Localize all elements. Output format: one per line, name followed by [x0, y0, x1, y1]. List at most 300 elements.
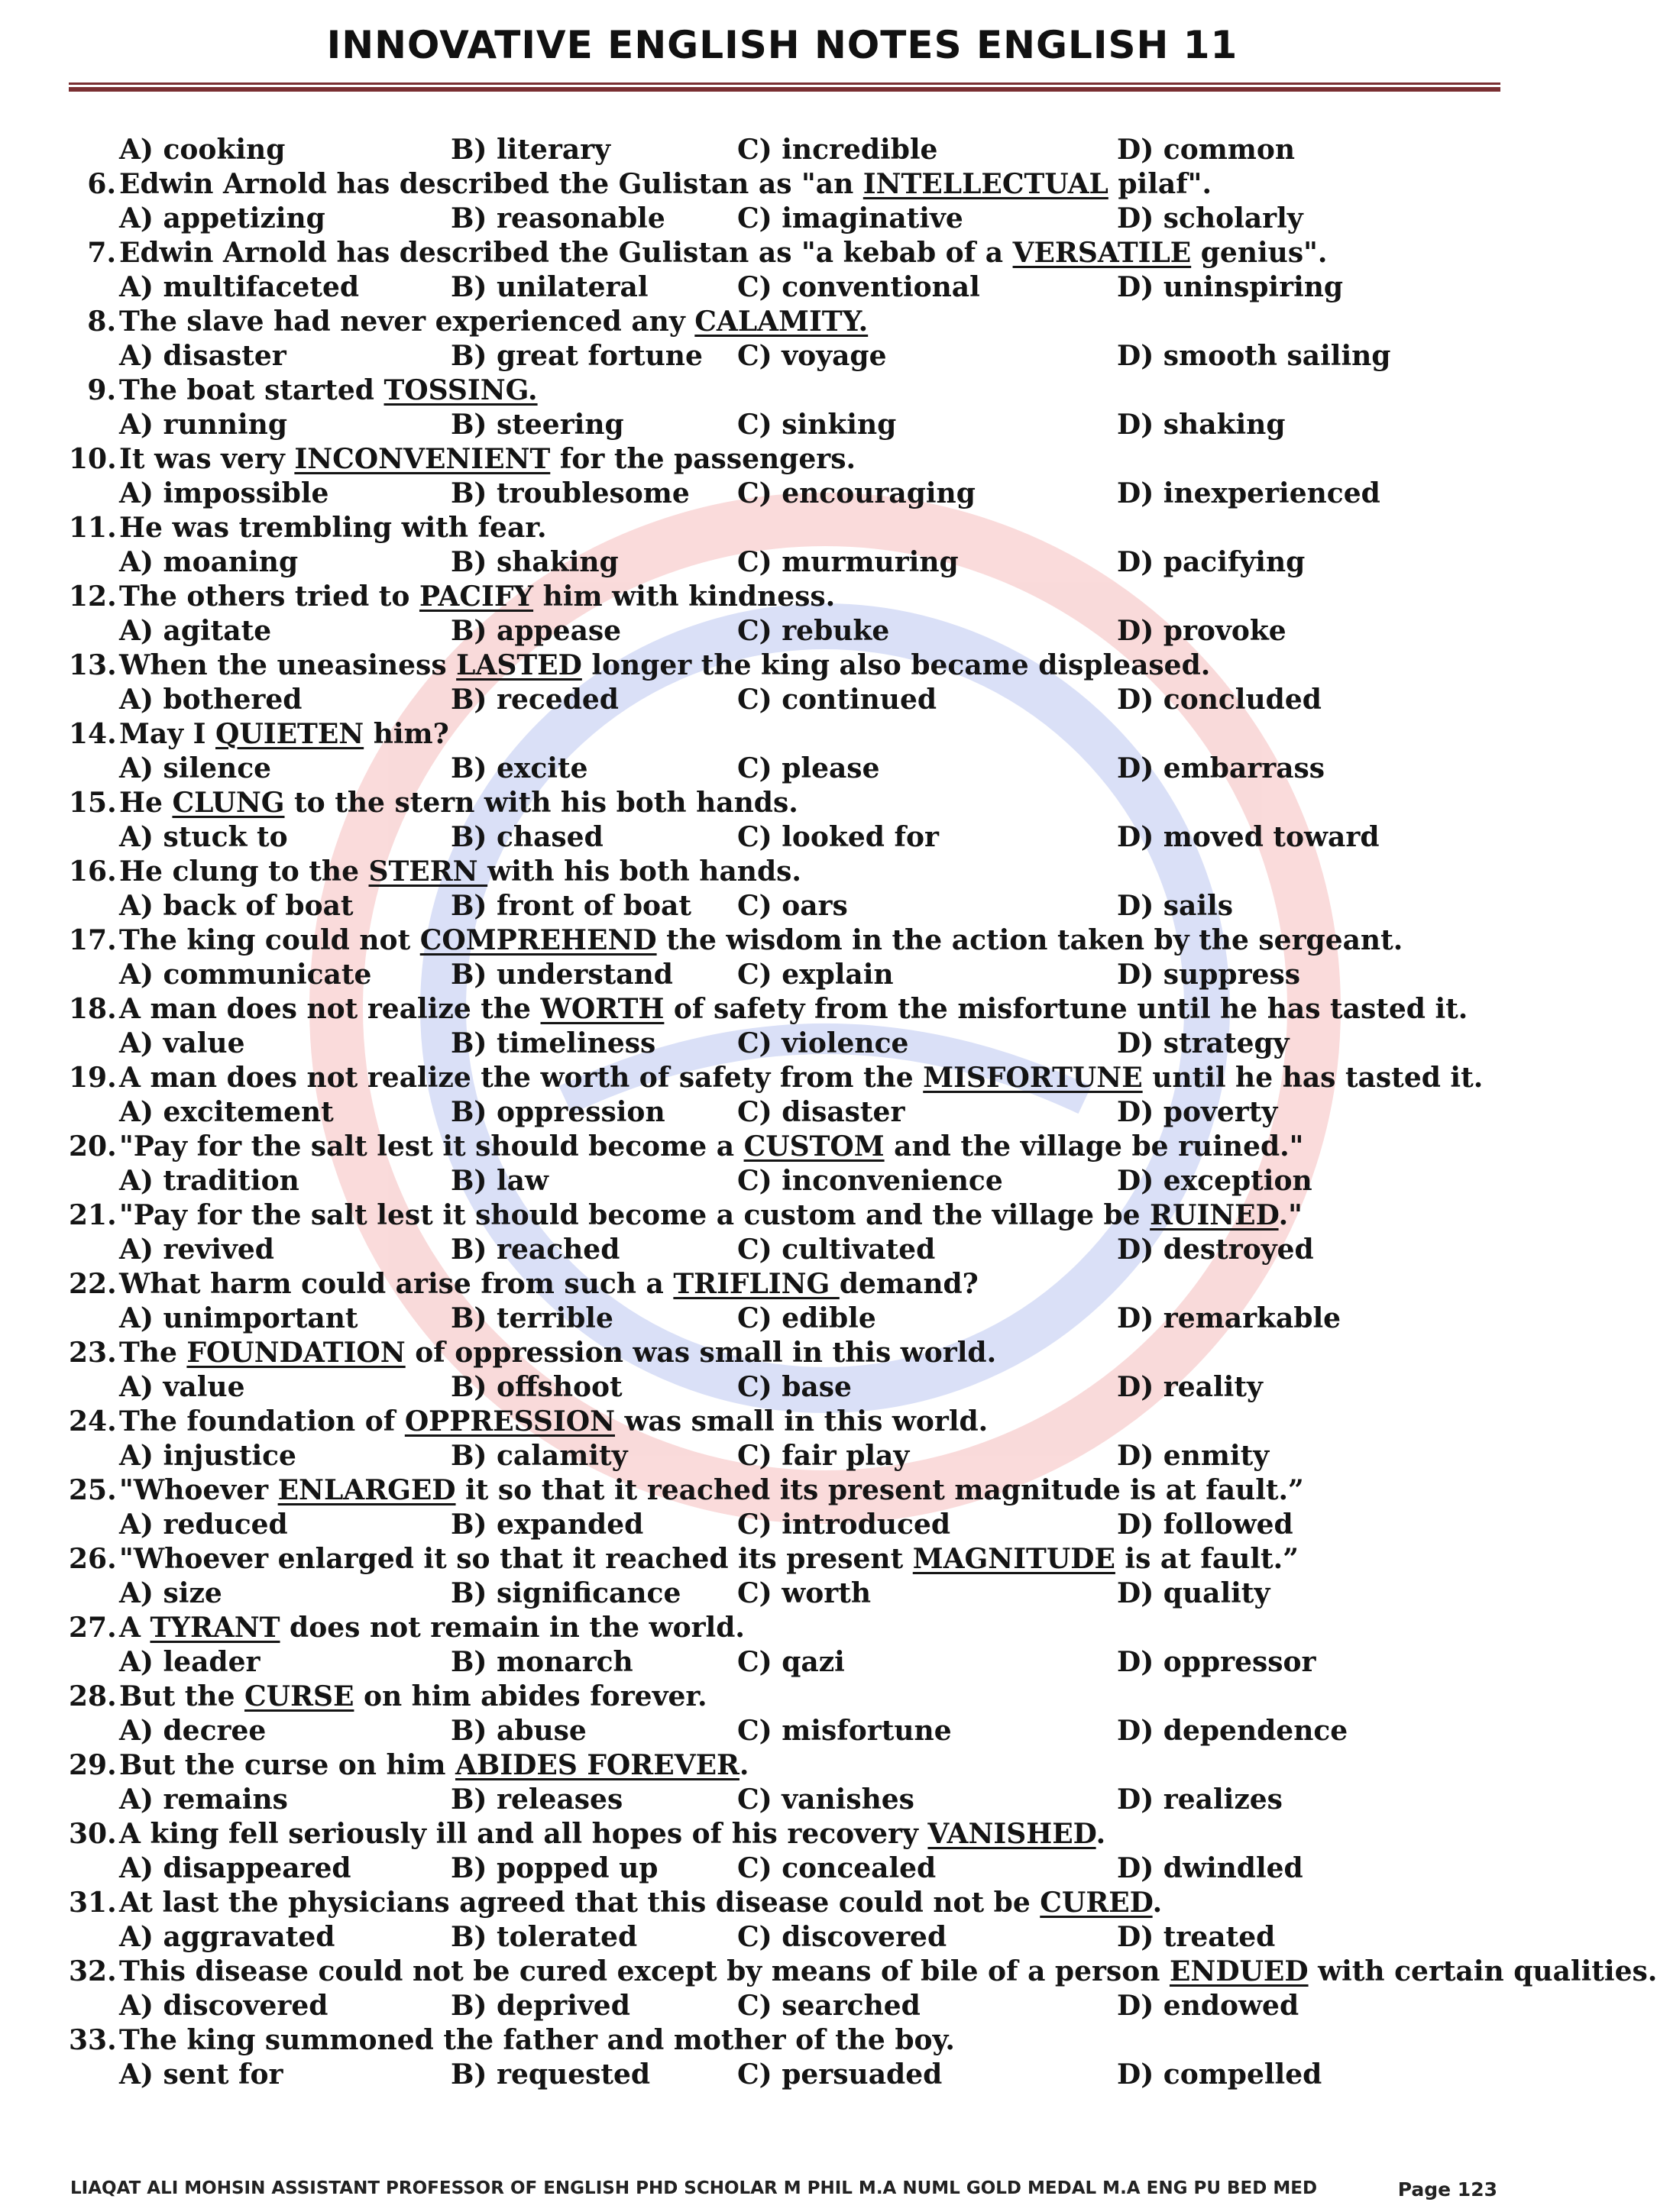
underlined-keyword: CALAMITY.	[694, 306, 869, 338]
question-number: 27.	[69, 1612, 117, 1644]
option-d: D) quality	[1117, 1577, 1270, 1609]
option-a: A) unimportant	[119, 1302, 358, 1334]
question-text-after: does not remain in the world.	[280, 1612, 745, 1644]
options-row	[69, 477, 1505, 511]
question-text-before: This disease could not be cured except by means of bile of a person	[119, 1955, 1170, 1987]
question-number: 14.	[69, 718, 117, 750]
question-text-before: Edwin Arnold has described the Gulistan as "a kebab of a	[119, 237, 1013, 269]
option-a: A) agitate	[119, 615, 272, 647]
option-a: A) back of boat	[119, 890, 354, 922]
question-text	[119, 1336, 996, 1370]
question-text-before: When the uneasiness	[119, 649, 457, 681]
underlined-keyword: RUINED	[1150, 1199, 1279, 1231]
options-row	[69, 1920, 1505, 1955]
question-text	[119, 1680, 707, 1714]
question-text-before: A	[119, 1612, 150, 1644]
question-text-before: At last the physicians agreed that this disease could not be	[119, 1887, 1040, 1919]
option-d: D) poverty	[1117, 1096, 1278, 1128]
question-item	[69, 648, 1505, 683]
question-number: 9.	[87, 374, 116, 406]
question-text	[119, 1542, 1299, 1577]
underlined-keyword: INCONVENIENT	[294, 443, 551, 475]
question-number: 13.	[69, 649, 117, 681]
question-item	[69, 1198, 1505, 1233]
option-c: C) imaginative	[737, 202, 963, 234]
option-c: C) misfortune	[737, 1715, 952, 1747]
option-b: B) timeliness	[451, 1027, 656, 1059]
question-text-before: The	[119, 1337, 187, 1369]
underlined-keyword: INTELLECTUAL	[862, 168, 1108, 200]
question-number: 7.	[87, 237, 116, 269]
options-row	[69, 1439, 1505, 1473]
option-a: A) value	[119, 1371, 245, 1403]
question-text-before: He	[119, 787, 173, 819]
option-c: C) cultivated	[737, 1234, 936, 1266]
question-text	[119, 992, 1468, 1027]
question-text-after: longer the king also became displeased.	[581, 649, 1211, 681]
underlined-keyword: ABIDES FOREVER	[455, 1749, 740, 1781]
question-text	[119, 236, 1327, 270]
options-row	[69, 1302, 1505, 1336]
question-text-after: is at fault.”	[1115, 1543, 1299, 1575]
option-c: C) murmuring	[737, 546, 959, 578]
underlined-keyword: CURSE	[244, 1680, 354, 1712]
question-item	[69, 1611, 1505, 1645]
options-row	[69, 1577, 1505, 1611]
question-text-after: the wisdom in the action taken by the sergeant.	[656, 924, 1403, 956]
option-a: A) leader	[119, 1646, 261, 1678]
options-row	[69, 889, 1505, 923]
option-a: A) bothered	[119, 684, 303, 716]
question-text	[119, 1955, 1657, 1989]
option-b: B) front of boat	[451, 890, 691, 922]
question-number: 6.	[87, 168, 116, 200]
question-text	[119, 1817, 1105, 1851]
underlined-keyword: OPPRESSION	[404, 1405, 615, 1437]
question-number: 24.	[69, 1405, 117, 1437]
question-text-before: But the curse on him	[119, 1749, 455, 1781]
underlined-keyword: CLUNG	[172, 787, 285, 819]
question-text-before: "Pay for the salt lest it should become a	[119, 1130, 744, 1163]
option-d: D) embarrass	[1117, 752, 1325, 784]
option-d: D) exception	[1117, 1165, 1312, 1197]
options-row	[69, 820, 1505, 855]
question-text-before: May I	[119, 718, 215, 750]
question-item	[69, 2023, 1505, 2058]
underlined-keyword: QUIETEN	[215, 718, 364, 750]
footer-author: LIAQAT ALI MOHSIN ASSISTANT PROFESSOR OF ENGLISH PHD SCHOLAR M PHIL M.A NUML GOLD MEDAL M.A ENG PU BED MED	[70, 2178, 1318, 2198]
option-c: C) violence	[737, 1027, 909, 1059]
question-text-after: with his both hands.	[487, 855, 801, 888]
options-row	[69, 339, 1505, 374]
option-a: A) decree	[119, 1715, 267, 1747]
options-row	[69, 1095, 1505, 1130]
options-row	[69, 1508, 1505, 1542]
options-row	[69, 2058, 1505, 2092]
option-a: A) silence	[119, 752, 272, 784]
question-item	[69, 580, 1505, 614]
option-b: B) releases	[451, 1784, 623, 1816]
option-d: D) shaking	[1117, 409, 1286, 441]
question-item	[69, 717, 1505, 752]
question-text	[119, 1748, 749, 1783]
question-text-before: The king summoned the father and mother of the boy.	[119, 2024, 955, 2056]
option-a: A) sent for	[119, 2058, 283, 2091]
option-a: A) revived	[119, 1234, 274, 1266]
option-b: B) significance	[451, 1577, 681, 1609]
question-text-before: He was trembling with fear.	[119, 512, 547, 544]
option-a: A) communicate	[119, 959, 372, 991]
options-row	[69, 545, 1505, 580]
question-item	[69, 442, 1505, 477]
option-d: D) sails	[1117, 890, 1233, 922]
option-a: A) appetizing	[119, 202, 325, 234]
question-text-after: for the passengers.	[550, 443, 856, 475]
question-item	[69, 1130, 1505, 1164]
option-b: B) great fortune	[451, 340, 703, 372]
question-text-before: He clung to the	[119, 855, 369, 888]
underlined-keyword: VANISHED	[927, 1818, 1096, 1850]
option-b: B) chased	[451, 821, 604, 853]
option-c: C) introduced	[737, 1509, 951, 1541]
question-text-after: of oppression was small in this world.	[405, 1337, 997, 1369]
question-number: 29.	[69, 1749, 117, 1781]
option-d: D) common	[1117, 134, 1296, 166]
option-b: B) tolerated	[451, 1921, 638, 1953]
option-a: A) aggravated	[119, 1921, 335, 1953]
question-text-before: A man does not realize the	[119, 993, 541, 1025]
option-d: D) realizes	[1117, 1784, 1283, 1816]
option-c: C) inconvenience	[737, 1165, 1003, 1197]
option-a: A) running	[119, 409, 288, 441]
option-d: D) suppress	[1117, 959, 1300, 991]
option-b: B) unilateral	[451, 271, 649, 303]
question-item	[69, 236, 1505, 270]
header-divider	[69, 82, 1500, 92]
option-c: C) oars	[737, 890, 848, 922]
option-a: A) discovered	[119, 1990, 328, 2022]
options-row	[69, 133, 1505, 167]
underlined-keyword: VERSATILE	[1012, 237, 1192, 269]
question-item	[69, 1680, 1505, 1714]
question-text-after: and the village be ruined."	[884, 1130, 1304, 1163]
option-a: A) tradition	[119, 1165, 299, 1197]
options-row	[69, 270, 1505, 305]
question-text-before: "Pay for the salt lest it should become a custom and the village be	[119, 1199, 1151, 1231]
question-text	[119, 717, 449, 752]
option-b: B) oppression	[451, 1096, 665, 1128]
option-b: B) requested	[451, 2058, 651, 2091]
question-number: 10.	[69, 443, 117, 475]
options-row	[69, 683, 1505, 717]
question-text-after: pilaf".	[1108, 168, 1212, 200]
option-c: C) worth	[737, 1577, 871, 1609]
question-number: 26.	[69, 1543, 117, 1575]
option-d: D) strategy	[1117, 1027, 1290, 1059]
options-row	[69, 202, 1505, 236]
options-row	[69, 614, 1505, 648]
underlined-keyword: COMPREHEND	[419, 924, 657, 956]
question-item	[69, 1405, 1505, 1439]
question-text-before: "Whoever	[119, 1474, 278, 1506]
underlined-keyword: ENLARGED	[277, 1474, 456, 1506]
question-text-before: The others tried to	[119, 580, 419, 613]
page-number: Page 123	[1397, 2178, 1497, 2201]
question-text	[119, 648, 1210, 683]
question-item	[69, 786, 1505, 820]
underlined-keyword: TRIFLING	[673, 1268, 840, 1300]
option-c: C) disaster	[737, 1096, 905, 1128]
option-b: B) understand	[451, 959, 673, 991]
option-b: B) abuse	[451, 1715, 587, 1747]
question-text	[119, 1405, 988, 1439]
underlined-keyword: FOUNDATION	[186, 1337, 406, 1369]
question-number: 15.	[69, 787, 117, 819]
question-text-after: .	[739, 1749, 749, 1781]
question-text-before: But the	[119, 1680, 245, 1712]
option-b: B) popped up	[451, 1852, 659, 1884]
options-row	[69, 1370, 1505, 1405]
question-item	[69, 855, 1505, 889]
option-c: C) conventional	[737, 271, 980, 303]
question-text-after: was small in this world.	[614, 1405, 989, 1437]
option-a: A) injustice	[119, 1440, 296, 1472]
underlined-keyword: WORTH	[540, 993, 665, 1025]
question-number: 23.	[69, 1337, 117, 1369]
options-row	[69, 1851, 1505, 1886]
underlined-keyword: PACIFY	[419, 580, 534, 613]
question-text	[119, 305, 868, 339]
question-item	[69, 1267, 1505, 1302]
question-item	[69, 923, 1505, 958]
option-d: D) enmity	[1117, 1440, 1270, 1472]
question-number: 33.	[69, 2024, 117, 2056]
option-d: D) inexperienced	[1117, 477, 1380, 509]
question-item	[69, 511, 1505, 545]
option-c: C) encouraging	[737, 477, 976, 509]
question-item	[69, 1336, 1505, 1370]
option-d: D) concluded	[1117, 684, 1322, 716]
question-text-before: The foundation of	[119, 1405, 405, 1437]
question-text	[119, 1061, 1483, 1095]
question-text	[119, 580, 835, 614]
underlined-keyword: CURED	[1040, 1887, 1153, 1919]
question-text-before: The slave had never experienced any	[119, 306, 695, 338]
option-b: B) excite	[451, 752, 588, 784]
option-b: B) receded	[451, 684, 619, 716]
page-title: INNOVATIVE ENGLISH NOTES ENGLISH 11	[326, 23, 1238, 67]
question-item	[69, 374, 1505, 408]
question-number: 11.	[69, 512, 117, 544]
question-text-before: A man does not realize the worth of safety from the	[119, 1062, 924, 1094]
underlined-keyword: TOSSING.	[384, 374, 538, 406]
option-b: B) expanded	[451, 1509, 644, 1541]
option-c: C) base	[737, 1371, 852, 1403]
option-d: D) moved toward	[1117, 821, 1380, 853]
option-c: C) please	[737, 752, 880, 784]
question-text	[119, 511, 546, 545]
option-a: A) stuck to	[119, 821, 288, 853]
question-text-before: "Whoever enlarged it so that it reached its present	[119, 1543, 913, 1575]
option-b: B) terrible	[451, 1302, 613, 1334]
question-text	[119, 1130, 1303, 1164]
question-text	[119, 1267, 979, 1302]
underlined-keyword: STERN	[368, 855, 488, 888]
question-number: 18.	[69, 993, 117, 1025]
option-d: D) dwindled	[1117, 1852, 1303, 1884]
options-row	[69, 1027, 1505, 1061]
question-text	[119, 1198, 1303, 1233]
option-c: C) vanishes	[737, 1784, 914, 1816]
question-item	[69, 1955, 1657, 1989]
option-d: D) scholarly	[1117, 202, 1303, 234]
question-text-after: demand?	[839, 1268, 979, 1300]
question-number: 17.	[69, 924, 117, 956]
option-a: A) reduced	[119, 1509, 288, 1541]
options-row	[69, 1714, 1505, 1748]
option-c: C) discovered	[737, 1921, 947, 1953]
question-text	[119, 1886, 1162, 1920]
option-b: B) steering	[451, 409, 624, 441]
question-text-after: with certain qualities.	[1308, 1955, 1657, 1987]
question-list	[69, 133, 1657, 2092]
question-number: 16.	[69, 855, 117, 888]
options-row	[69, 408, 1505, 442]
question-item	[69, 167, 1505, 202]
question-item	[69, 1542, 1505, 1577]
question-text	[119, 855, 801, 889]
option-b: B) reached	[451, 1234, 620, 1266]
option-a: A) moaning	[119, 546, 299, 578]
question-text	[119, 1473, 1304, 1508]
question-text-before: What harm could arise from such a	[119, 1268, 674, 1300]
option-b: B) deprived	[451, 1990, 630, 2022]
question-text	[119, 442, 856, 477]
option-d: D) uninspiring	[1117, 271, 1344, 303]
option-d: D) followed	[1117, 1509, 1293, 1541]
underlined-keyword: MISFORTUNE	[923, 1062, 1143, 1094]
option-a: A) value	[119, 1027, 245, 1059]
underlined-keyword: LASTED	[456, 649, 582, 681]
question-number: 32.	[69, 1955, 117, 1987]
option-a: A) excitement	[119, 1096, 334, 1128]
option-d: D) reality	[1117, 1371, 1263, 1403]
question-text-after: on him abides forever.	[354, 1680, 707, 1712]
question-text	[119, 786, 798, 820]
question-item	[69, 1748, 1505, 1783]
option-c: C) concealed	[737, 1852, 937, 1884]
option-d: D) provoke	[1117, 615, 1286, 647]
option-c: C) edible	[737, 1302, 876, 1334]
option-d: D) oppressor	[1117, 1646, 1316, 1678]
option-b: B) calamity	[451, 1440, 628, 1472]
option-c: C) incredible	[737, 134, 938, 166]
option-d: D) dependence	[1117, 1715, 1348, 1747]
option-c: C) looked for	[737, 821, 939, 853]
question-text	[119, 374, 538, 408]
question-item	[69, 1473, 1505, 1508]
option-d: D) pacifying	[1117, 546, 1306, 578]
question-number: 30.	[69, 1818, 117, 1850]
option-c: C) rebuke	[737, 615, 890, 647]
question-text-before: A king fell seriously ill and all hopes of his recovery	[119, 1818, 928, 1850]
question-number: 19.	[69, 1062, 117, 1094]
question-number: 22.	[69, 1268, 117, 1300]
question-item	[69, 305, 1505, 339]
options-row	[69, 1645, 1505, 1680]
options-row	[69, 1989, 1505, 2023]
question-text-after: .	[1152, 1887, 1163, 1919]
question-text-after: genius".	[1191, 237, 1328, 269]
question-text-before: The boat started	[119, 374, 384, 406]
options-row	[69, 752, 1505, 786]
question-text-after: ."	[1278, 1199, 1303, 1231]
options-row	[69, 1783, 1505, 1817]
option-b: B) shaking	[451, 546, 619, 578]
question-text	[119, 923, 1403, 958]
option-a: A) remains	[119, 1784, 288, 1816]
question-text-after: him with kindness.	[533, 580, 836, 613]
question-number: 25.	[69, 1474, 117, 1506]
question-number: 20.	[69, 1130, 117, 1163]
option-b: B) appease	[451, 615, 622, 647]
question-text-before: The king could not	[119, 924, 420, 956]
option-b: B) monarch	[451, 1646, 633, 1678]
question-text-after: it so that it reached its present magnitude is at fault.”	[455, 1474, 1304, 1506]
underlined-keyword: MAGNITUDE	[912, 1543, 1115, 1575]
option-d: D) remarkable	[1117, 1302, 1341, 1334]
options-row	[69, 1233, 1505, 1267]
option-b: B) reasonable	[451, 202, 665, 234]
option-c: C) qazi	[737, 1646, 845, 1678]
option-a: A) size	[119, 1577, 222, 1609]
question-item	[69, 992, 1505, 1027]
options-row	[69, 958, 1505, 992]
question-item	[69, 1886, 1505, 1920]
question-text	[119, 2023, 955, 2058]
question-item	[69, 1817, 1505, 1851]
option-a: A) cooking	[119, 134, 286, 166]
option-d: D) treated	[1117, 1921, 1276, 1953]
question-number: 8.	[87, 306, 116, 338]
question-text-before: Edwin Arnold has described the Gulistan as "an	[119, 168, 863, 200]
option-c: C) searched	[737, 1990, 921, 2022]
question-text-after: .	[1095, 1818, 1106, 1850]
question-text-after: him?	[364, 718, 449, 750]
question-text-after: of safety from the misfortune until he has tasted it.	[664, 993, 1468, 1025]
underlined-keyword: CUSTOM	[743, 1130, 885, 1163]
option-c: C) sinking	[737, 409, 897, 441]
option-c: C) persuaded	[737, 2058, 943, 2091]
question-number: 21.	[69, 1199, 117, 1231]
option-c: C) explain	[737, 959, 894, 991]
question-text-after: to the stern with his both hands.	[284, 787, 798, 819]
option-a: A) impossible	[119, 477, 329, 509]
option-c: C) voyage	[737, 340, 887, 372]
question-text-after: until he has tasted it.	[1142, 1062, 1484, 1094]
question-item	[69, 1061, 1505, 1095]
option-b: B) troublesome	[451, 477, 690, 509]
option-b: B) offshoot	[451, 1371, 623, 1403]
question-text-before: It was very	[119, 443, 295, 475]
question-number: 31.	[69, 1887, 117, 1919]
option-b: B) literary	[451, 134, 611, 166]
question-text	[119, 167, 1212, 202]
question-number: 28.	[69, 1680, 117, 1712]
option-b: B) law	[451, 1165, 549, 1197]
option-d: D) smooth sailing	[1117, 340, 1391, 372]
option-c: C) continued	[737, 684, 937, 716]
